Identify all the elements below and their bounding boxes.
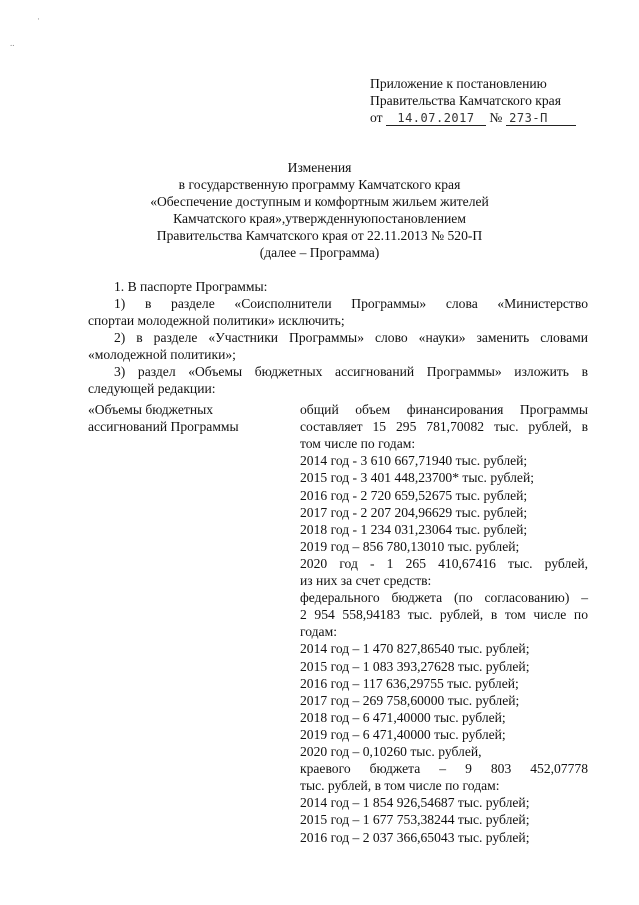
paragraph-2-line-1: 1) в разделе «Соисполнители Программы» слова «Министерство: [114, 296, 588, 311]
number-prefix: №: [489, 110, 503, 125]
financing-line: 2020 год – 0,10260 тыс. рублей,: [300, 744, 482, 759]
table-label-line-1: «Объемы бюджетных: [88, 402, 214, 417]
financing-line: федерального бюджета (по согласованию) –: [300, 590, 588, 606]
financing-line: том числе по годам:: [300, 436, 416, 452]
title-line: Изменения: [287, 160, 352, 175]
paragraph-2-line-2: спортаи молодежной политики» исключить;: [88, 313, 345, 328]
title-line: Правительства Камчатского края от 22.11.2013 № 520-П: [156, 228, 483, 243]
financing-line: 2017 год - 2 207 204,96629 тыс. рублей;: [300, 504, 528, 520]
paragraph-3-line-1: 2) в разделе «Участники Программы» слово «науки» заменить словами: [114, 330, 588, 345]
financing-line: 2016 год - 2 720 659,52675 тыс. рублей;: [300, 487, 528, 503]
financing-line: 2015 год – 1 677 753,38244 тыс. рублей;: [300, 812, 530, 828]
financing-line: 2 954 558,94183 тыс. рублей, в том числе по: [300, 607, 588, 623]
paragraph-4-line-2: следующей редакции:: [88, 381, 216, 396]
title-line: Камчатского края»,утвержденнуюпостановлением: [173, 211, 466, 226]
title-line: (далее – Программа): [259, 245, 380, 260]
number-value: 273-П: [509, 111, 548, 125]
paragraph-1: 1. В паспорте Программы:: [114, 279, 268, 294]
appendix-line-1: Приложение к постановлению: [370, 76, 547, 91]
financing-line: 2017 год – 269 758,60000 тыс. рублей;: [300, 692, 520, 708]
financing-line: 2014 год – 1 470 827,86540 тыс. рублей;: [300, 641, 530, 657]
financing-line: общий объем финансирования Программы: [300, 402, 588, 417]
financing-line: 2018 год - 1 234 031,23064 тыс. рублей;: [300, 521, 528, 537]
financing-line: 2018 год – 6 471,40000 тыс. рублей;: [300, 709, 506, 725]
financing-line: из них за счет средств:: [300, 573, 432, 588]
financing-line: 2014 год - 3 610 667,71940 тыс. рублей;: [300, 453, 528, 469]
scan-mark: ·: [37, 14, 40, 24]
financing-line: 2015 год – 1 083 393,27628 тыс. рублей;: [300, 658, 530, 674]
financing-line: краевого бюджета – 9 803 452,07778: [300, 761, 588, 777]
paragraph-4-line-1: 3) раздел «Объемы бюджетных ассигнований Программы» изложить в: [114, 364, 588, 379]
financing-line: 2019 год – 6 471,40000 тыс. рублей;: [300, 726, 506, 742]
financing-line: 2015 год - 3 401 448,23700* тыс. рублей;: [300, 470, 535, 486]
financing-line: 2020 год - 1 265 410,67416 тыс. рублей,: [300, 555, 588, 571]
table-label-line-2: ассигнований Программы: [88, 419, 239, 434]
paragraph-3-line-2: «молодежной политики»;: [88, 347, 236, 362]
title-line: «Обеспечение доступным и комфортным жильем жителей: [150, 194, 489, 209]
financing-line: 2016 год – 2 037 366,65043 тыс. рублей;: [300, 829, 530, 845]
date-prefix: от: [370, 110, 383, 125]
date-value: 14.07.2017: [397, 111, 475, 125]
appendix-date-line: [370, 109, 576, 126]
financing-line: тыс. рублей, в том числе по годам:: [300, 778, 500, 794]
financing-line: 2014 год – 1 854 926,54687 тыс. рублей;: [300, 795, 530, 811]
financing-line: 2019 год – 856 780,13010 тыс. рублей;: [300, 538, 520, 554]
date-underline: [386, 111, 486, 126]
appendix-line-2: Правительства Камчатского края: [370, 93, 561, 108]
title-line: в государственную программу Камчатского края: [178, 177, 461, 192]
financing-line: 2016 год – 117 636,29755 тыс. рублей;: [300, 675, 519, 691]
financing-line: составляет 15 295 781,70082 тыс. рублей, в: [300, 419, 588, 435]
number-underline: [506, 111, 576, 126]
financing-line: годам:: [300, 624, 337, 640]
scan-mark: ..: [10, 38, 15, 48]
